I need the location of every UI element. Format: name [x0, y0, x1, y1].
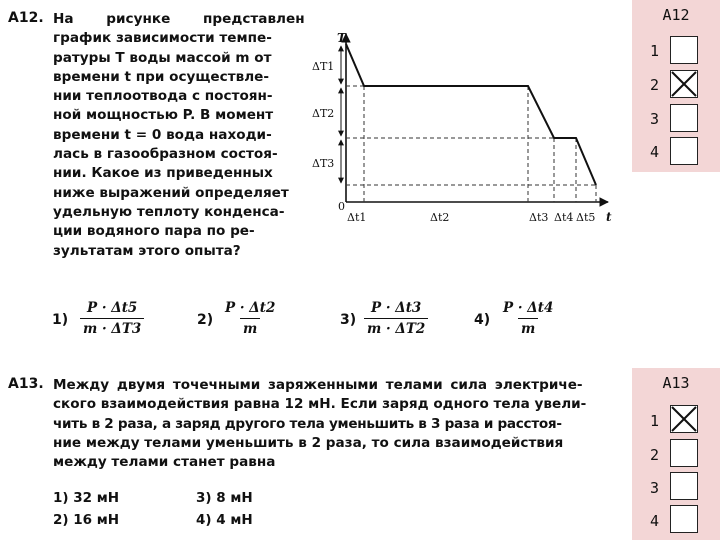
a12-text-line: удельную теплоту конденса- [53, 203, 285, 220]
temperature-curve [346, 44, 596, 185]
a12-text-line: ной мощностью P. В момент [53, 107, 274, 124]
delta-t5-label: Δt5 [576, 211, 596, 224]
delta-t1-label: Δt1 [347, 211, 367, 224]
a12-option-1-formula [80, 300, 144, 337]
a13-answer-checkbox-4[interactable] [670, 505, 698, 533]
a13-text-line: ние между телами уменьшить в 2 раза, то сила взаимодействия [53, 434, 564, 451]
a13-answer-option-3: 3) 8 мН [196, 490, 253, 506]
a13-row-number: 3 [650, 479, 660, 497]
a12-answer-checkbox-1[interactable] [670, 36, 698, 64]
cross-mark-icon [671, 406, 697, 432]
a13-row-number: 2 [650, 446, 660, 464]
a12-text-line: нии. Какое из приведенных [53, 165, 273, 182]
a13-text-line: чить в 2 раза, а заряд другого тела уменьшить в 3 раза и расстоя- [53, 415, 562, 432]
a12-text-line: На рисунке представлен [53, 11, 305, 27]
a12-text-line: лась в газообразном состоя- [53, 146, 278, 163]
y-axis-label: T [337, 31, 346, 45]
a12-question-label: A12. [8, 10, 44, 26]
a12-answer-checkbox-2[interactable] [670, 70, 698, 98]
a12-text-line: времени t = 0 вода находи- [53, 126, 272, 143]
a13-answer-checkbox-2[interactable] [670, 439, 698, 467]
delta-t3-label: Δt3 [529, 211, 549, 224]
a13-text-line: Между двумя точечными заряженными телами сила электриче- [53, 377, 583, 393]
numerator: P · Δt4 [503, 300, 554, 316]
denominator: m [518, 318, 538, 337]
temperature-time-graph [310, 30, 610, 230]
a12-text-line: времени t при осуществле- [53, 68, 270, 85]
denominator: m [240, 318, 260, 337]
a13-row-number: 1 [650, 412, 660, 430]
a12-row-number: 2 [650, 76, 660, 94]
numerator: P · Δt3 [370, 300, 422, 316]
a13-text-line: ского взаимодействия равна 12 мН. Если заряд одного тела увели- [53, 396, 587, 413]
numerator: P · Δt2 [225, 300, 276, 316]
a12-option-3-formula [364, 300, 428, 337]
denominator: m · ΔT3 [80, 318, 144, 337]
cross-mark-icon [671, 71, 697, 97]
a12-row-number: 3 [650, 110, 660, 128]
x-axis-label: t [606, 210, 612, 224]
a12-question-text [53, 10, 305, 261]
a12-answer-checkbox-4[interactable] [670, 137, 698, 165]
a13-text-line: между телами станет равна [53, 454, 276, 471]
delta-T2-label: ΔT2 [312, 107, 335, 120]
a12-text-line: нии теплоотвода с постоян- [53, 88, 273, 105]
a13-answer-checkbox-1[interactable] [670, 405, 698, 433]
numerator: P · Δt5 [86, 300, 138, 316]
a13-answer-option-2: 2) 16 мН [53, 512, 120, 528]
a12-option-4-number: 4) [474, 312, 491, 328]
a13-question-text [53, 376, 623, 472]
delta-t2-label: Δt2 [430, 211, 450, 224]
a13-answer-panel [632, 368, 720, 540]
delta-T3-label: ΔT3 [312, 157, 335, 170]
a12-row-number: 1 [650, 42, 660, 60]
a12-row-number: 4 [650, 143, 660, 161]
a12-text-line: зультатам этого опыта? [53, 242, 241, 259]
a13-panel-title: A13 [662, 374, 690, 392]
a12-text-line: ниже выражений определяет [53, 184, 289, 201]
a12-option-4-formula [500, 300, 556, 337]
a12-option-2-formula [222, 300, 278, 337]
delta-T1-label: ΔT1 [312, 60, 335, 73]
delta-t4-label: Δt4 [554, 211, 574, 224]
a12-answer-checkbox-3[interactable] [670, 104, 698, 132]
a12-text-line: график зависимости темпе- [53, 30, 272, 47]
a13-answer-option-4: 4) 4 мН [196, 512, 253, 528]
a12-option-1-number: 1) [52, 312, 69, 328]
a12-text-line: ратуры T воды массой m от [53, 49, 272, 66]
a13-answer-checkbox-3[interactable] [670, 472, 698, 500]
a13-answer-options-left [53, 487, 119, 531]
a13-answer-options-right [196, 487, 253, 531]
a13-question-label: A13. [8, 376, 44, 392]
denominator: m · ΔT2 [364, 318, 428, 337]
a12-answer-panel [632, 0, 720, 172]
a12-panel-title: A12 [662, 6, 690, 24]
a13-answer-option-1: 1) 32 мН [53, 490, 120, 506]
a12-option-3-number: 3) [340, 312, 357, 328]
a12-option-2-number: 2) [197, 312, 214, 328]
a12-text-line: ции водяного пара по ре- [53, 223, 255, 240]
a13-row-number: 4 [650, 512, 660, 530]
origin-label: 0 [338, 200, 345, 213]
